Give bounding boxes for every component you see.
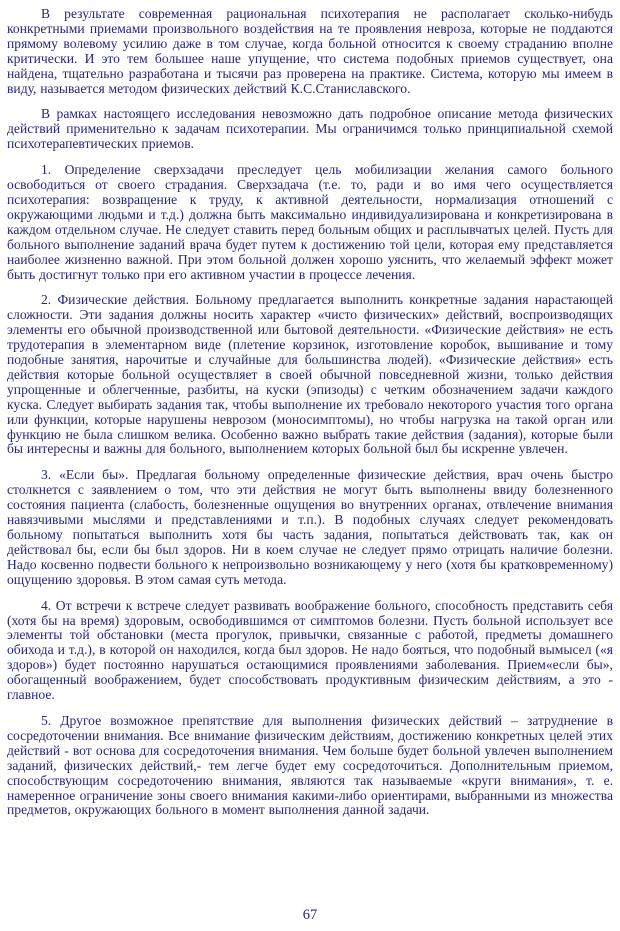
paragraph: В результате современная рациональная психотерапия не располагает сколько-нибудь конкретными приемами произвольного воздействия на те проявления невроза, которые не поддаются прямому волевому усилию даже в том случае, когда больной относится к своему страданию вполне критически. И это тем большее наше упущение, что система подобных приемов существует, она найдена, тщательно разработана и тысячи раз проверена на практике. Система, которую мы имеем в виду, называется методом физических действий К.С.Станиславского.: [7, 6, 613, 96]
paragraph: 4. От встречи к встрече следует развивать воображение больного, способность представить себя (хотя бы на время) здоровым, освободившимся от симптомов болезни. Пусть больной использует все элементы той обстановки (места прогулок, привычки, связанные с работой, предметы домашнего обихода и т.д.), в которой он находился, когда был здоров. Не надо бояться, что подобный вымысел («я здоров») будет постоянно нарушаться остающимися проявлениями заболевания. Прием«если бы», обогащенный воображением, будет способствовать продуктивным физическим действиям, а это - главное.: [7, 597, 613, 703]
paragraph: 5. Другое возможное препятствие для выполнения физических действий – затруднение в сосредоточении внимания. Все внимание физическим действиям, достижению конкретных целей этих действий - вот основа для сосредоточения внимания. Чем больше будет больной увлечен выполнением заданий, физических действий,- тем легче будет ему сосредоточиться. Дополнительным приемом, способствующим сосредоточению внимания, являются так называемые «круги внимания», т. е. намеренное ограничение зоны своего внимания какими-либо ориентирами, выбранными из множества предметов, окружающих больного в момент выполнения данной задачи.: [7, 712, 613, 818]
page-number: 67: [302, 907, 318, 924]
paragraph: 3. «Если бы». Предлагая больному определенные физические действия, врач очень быстро столкнется с заявлением о том, что эти действия не могут быть выполнены ввиду болезненного состояния пациента (слабость, болезненные ощущения во внутренних органах, отвлечение внимания навязчивыми мыслями и представлениями и т.п.). В подобных случаях следует рекомендовать больному попытаться выполнить хотя бы часть задания, попытаться действовать так, как он действовал бы, если бы был здоров. Ни в коем случае не следует прямо отрицать наличие болезни. Надо косвенно подвести больного к непроизвольно возникающему у него (хотя бы кратковременному) ощущению здоровья. В этом самая суть метода.: [7, 467, 613, 587]
paragraph: 1. Определение сверхзадачи преследует цель мобилизации желания самого больного освободиться от своего страдания. Сверхзадача (т.е. то, ради и во имя чего осуществляется психотерапия: возвращение к труду, к активной деятельности, нормализация отношений с окружающими людьми и т.д.) должна быть максимально индивидуализирована и конкретизирована в каждом отдельном случае. Не следует ставить перед больным общих и расплывчатых целей. Пусть для больного выполнение заданий врача будет путем к достижению той цели, которая ему представляется наиболее жизненно важной. При этом больной должен хорошо уяснить, что желаемый эффект может быть достигнут только при его активном участии в процессе лечения.: [7, 162, 613, 282]
paragraph: В рамках настоящего исследования невозможно дать подробное описание метода физических действий применительно к задачам психотерапии. Мы ограничимся только принципиальной схемой психотерапевтических приемов.: [7, 106, 613, 152]
paragraph: 2. Физические действия. Больному предлагается выполнить конкретные задания нарастающей сложности. Эти задания должны носить характер «чисто физических» действий, воспроизводящих элементы его обычной производственной или бытовой деятельности. «Физические действия» не есть трудотерапия в элементарном виде (плетение корзинок, изготовление коробок, вышивание и тому подобные занятия, нарочитые и случайные для большинства людей). «Физические действия» есть действия которые больной осуществляет в своей обычной повседневной жизни, только действия упрощенные и облегченные, разбиты, на куски (эпизоды) с четким обозначением задачи каждого куска. Следует выбирать задания так, чтобы выполнение их требовало некоторого участия того органа или функции, которые нарушены неврозом (моносимптомы), но чтобы нагрузка на такой орган или функцию не была слишком велика. Особенно важно выбрать такие действия (задания), которые были бы интересны и важны для больного, выполнением которых больной был бы искренне увлечен.: [7, 292, 613, 457]
